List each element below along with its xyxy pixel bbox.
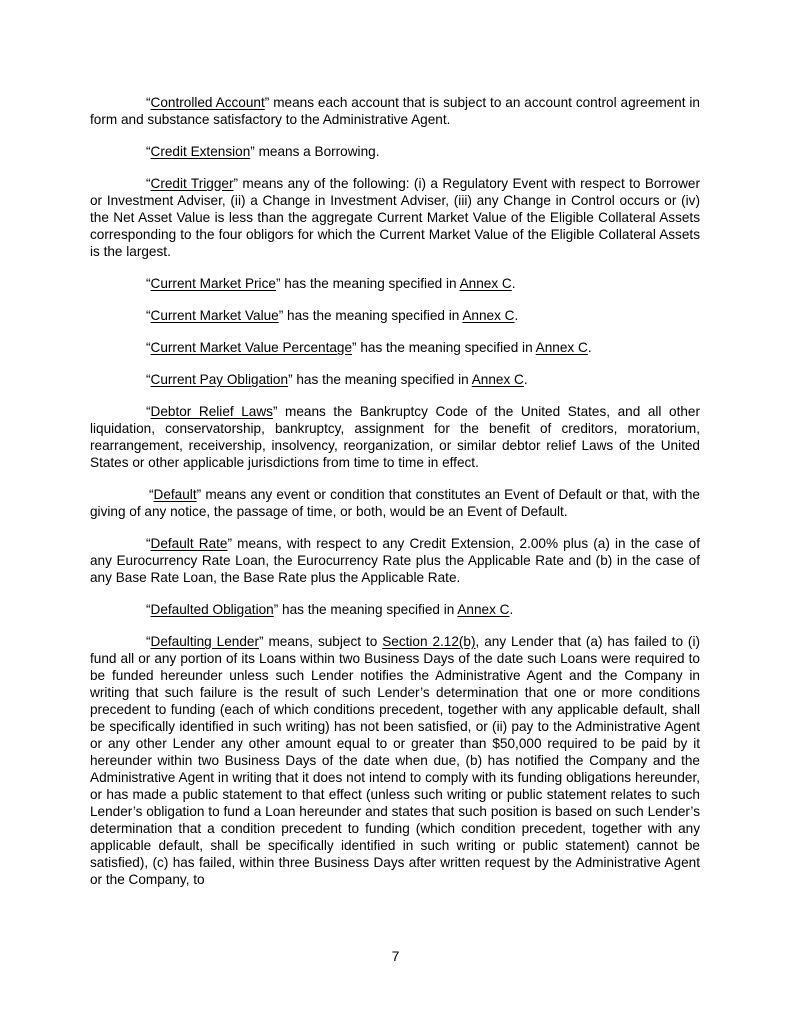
defined-term: Defaulted Obligation: [150, 602, 274, 617]
definition-text: has the meaning specified in: [280, 276, 460, 291]
defined-term: Debtor Relief Laws: [150, 404, 273, 419]
definition-paragraph: “Credit Trigger” means any of the following: (i) a Regulatory Event with respect to Borrower or Investment Adviser, (ii) a Change in Investment Adviser, (iii) any Change in Control occurs or (iv) the Net Asset Value is less than the aggregate Current Market Value of the Eligible Collateral Assets corresponding to the four obligors for which the Current Market Value of the Eligible Collateral Assets is the largest.: [90, 176, 700, 259]
defined-term: Default Rate: [150, 536, 228, 551]
cross-reference: Annex C: [471, 372, 524, 387]
definition-paragraph: “Current Market Value Percentage” has the meaning specified in Annex C.: [146, 340, 592, 355]
page-number: 7: [391, 948, 400, 964]
defined-term: Default: [153, 487, 197, 502]
definition-paragraph: “Default” means any event or condition that constitutes an Event of Default or that, with the giving of any notice, the passage of time, or both, would be an Event of Default.: [90, 487, 700, 519]
definition-paragraph: “Current Market Price” has the meaning specified in Annex C.: [146, 276, 516, 291]
definition-paragraph: “Defaulted Obligation” has the meaning specified in Annex C.: [146, 602, 514, 617]
defined-term: Current Market Price: [150, 276, 276, 291]
definition-paragraph: “Current Market Value” has the meaning specified in Annex C.: [146, 308, 519, 323]
definition-text: means each account that is subject to an account control agreement in form and substance satisfactory to the Administrative Agent.: [90, 95, 700, 127]
definition-tail: .: [511, 276, 516, 291]
cross-reference: Annex C: [462, 308, 515, 323]
defined-term: Current Pay Obligation: [150, 372, 289, 387]
defined-term: Controlled Account: [150, 95, 265, 110]
definition-paragraph: “Controlled Account” means each account that is subject to an account control agreement in form and substance satisfactory to the Administrative Agent.: [90, 95, 700, 127]
cross-reference: Annex C: [457, 602, 510, 617]
defined-term: Current Market Value: [150, 308, 279, 323]
definition-text: means any event or condition that constitutes an Event of Default or that, with the giving of any notice, the passage of time, or both, would be an Event of Default.: [90, 487, 700, 519]
cross-reference: Section 2.12(b): [382, 634, 476, 649]
cross-reference: Annex C: [459, 276, 512, 291]
definition-tail: .: [509, 602, 514, 617]
definition-text: means a Borrowing.: [254, 144, 380, 159]
definition-text: means any of the following: (i) a Regulatory Event with respect to Borrower or Investment Adviser, (ii) a Change in Investment Adviser, (iii) any Change in Control occurs or (iv) the Net Asset Value is less than the aggregate Current Market Value of the Eligible Collateral Assets corresponding to the four obligors for which the Current Market Value of the Eligible Collateral Assets is the largest.: [90, 176, 700, 259]
definition-paragraph: “Credit Extension” means a Borrowing.: [146, 144, 380, 159]
definition-text: has the meaning specified in: [278, 602, 458, 617]
cross-reference: Annex C: [535, 340, 588, 355]
definition-text: means, with respect to any Credit Extension, 2.00% plus (a) in the case of any Eurocurrency Rate Loan, the Eurocurrency Rate plus the Applicable Rate and (b) in the case of any Base Rate Loan, the Base Rate plus the Applicable Rate.: [90, 536, 700, 585]
definition-text: means, subject to: [263, 634, 383, 649]
definition-tail: .: [523, 372, 528, 387]
defined-term: Credit Extension: [150, 144, 251, 159]
defined-term: Credit Trigger: [150, 176, 234, 191]
defined-term: Defaulting Lender: [150, 634, 259, 649]
definition-text: has the meaning specified in: [283, 308, 463, 323]
definition-text: means the Bankruptcy Code of the United States, and all other liquidation, conservatorship, bankruptcy, assignment for the benefit of creditors, moratorium, rearrangement, receivership, insolvency, reorganization, or similar debtor relief Laws of the United States or other applicable jurisdictions from time to time in effect.: [90, 404, 700, 470]
definition-paragraph: “Debtor Relief Laws” means the Bankruptcy Code of the United States, and all other liquidation, conservatorship, bankruptcy, assignment for the benefit of creditors, moratorium, rearrangement, receivership, insolvency, reorganization, or similar debtor relief Laws of the United States or other applicable jurisdictions from time to time in effect.: [90, 404, 700, 470]
defined-term: Current Market Value Percentage: [150, 340, 353, 355]
definition-paragraph: “Current Pay Obligation” has the meaning specified in Annex C.: [146, 372, 528, 387]
definition-paragraph: “Defaulting Lender” means, subject to Section 2.12(b), any Lender that (a) has failed to (i) fund all or any portion of its Loans within two Business Days of the date such Loans were required to be funded hereunder unless such Lender notifies the Administrative Agent and the Company in writing that such failure is the result of such Lender’s determination that one or more conditions precedent to funding (each of which conditions precedent, together with any applicable default, shall be specifically identified in such writing) has not been satisfied, or (ii) pay to the Administrative Agent or any other Lender any other amount equal to or greater than $50,000 required to be paid by it hereunder within two Business Days of the date when due, (b) has notified the Company and the Administrative Agent in writing that it does not intend to comply with its funding obligations hereunder, or has made a public statement to that effect (unless such writing or public statement relates to such Lender’s obligation to fund a Loan hereunder and states that such position is based on such Lender’s determination that a condition precedent to funding (which condition precedent, together with any applicable default, shall be specifically identified in such writing or public statement) cannot be satisfied), (c) has failed, within three Business Days after written request by the Administrative Agent or the Company, to: [90, 634, 700, 887]
definition-tail: , any Lender that (a) has failed to (i) fund all or any portion of its Loans within two Business Days of the date such Loans were required to be funded hereunder unless such Lender notifies the Administrative Agent and the Company in writing that such failure is the result of such Lender’s determination that one or more conditions precedent to funding (each of which conditions precedent, together with any applicable default, shall be specifically identified in such writing) has not been satisfied, or (ii) pay to the Administrative Agent or any other Lender any other amount equal to or greater than $50,000 required to be paid by it hereunder within two Business Days of the date when due, (b) has notified the Company and the Administrative Agent in writing that it does not intend to comply with its funding obligations hereunder, or has made a public statement to that effect (unless such writing or public statement relates to such Lender’s obligation to fund a Loan hereunder and states that such position is based on such Lender’s determination that a condition precedent to funding (which condition precedent, together with any applicable default, shall be specifically identified in such writing or public statement) cannot be satisfied), (c) has failed, within three Business Days after written request by the Administrative Agent or the Company, to: [90, 634, 700, 887]
definition-text: has the meaning specified in: [292, 372, 472, 387]
definition-text: has the meaning specified in: [356, 340, 536, 355]
definitions-section: [90, 94, 700, 903]
definition-tail: .: [587, 340, 592, 355]
definition-paragraph: “Default Rate” means, with respect to any Credit Extension, 2.00% plus (a) in the case of any Eurocurrency Rate Loan, the Eurocurrency Rate plus the Applicable Rate and (b) in the case of any Base Rate Loan, the Base Rate plus the Applicable Rate.: [90, 536, 700, 585]
definition-tail: .: [514, 308, 519, 323]
